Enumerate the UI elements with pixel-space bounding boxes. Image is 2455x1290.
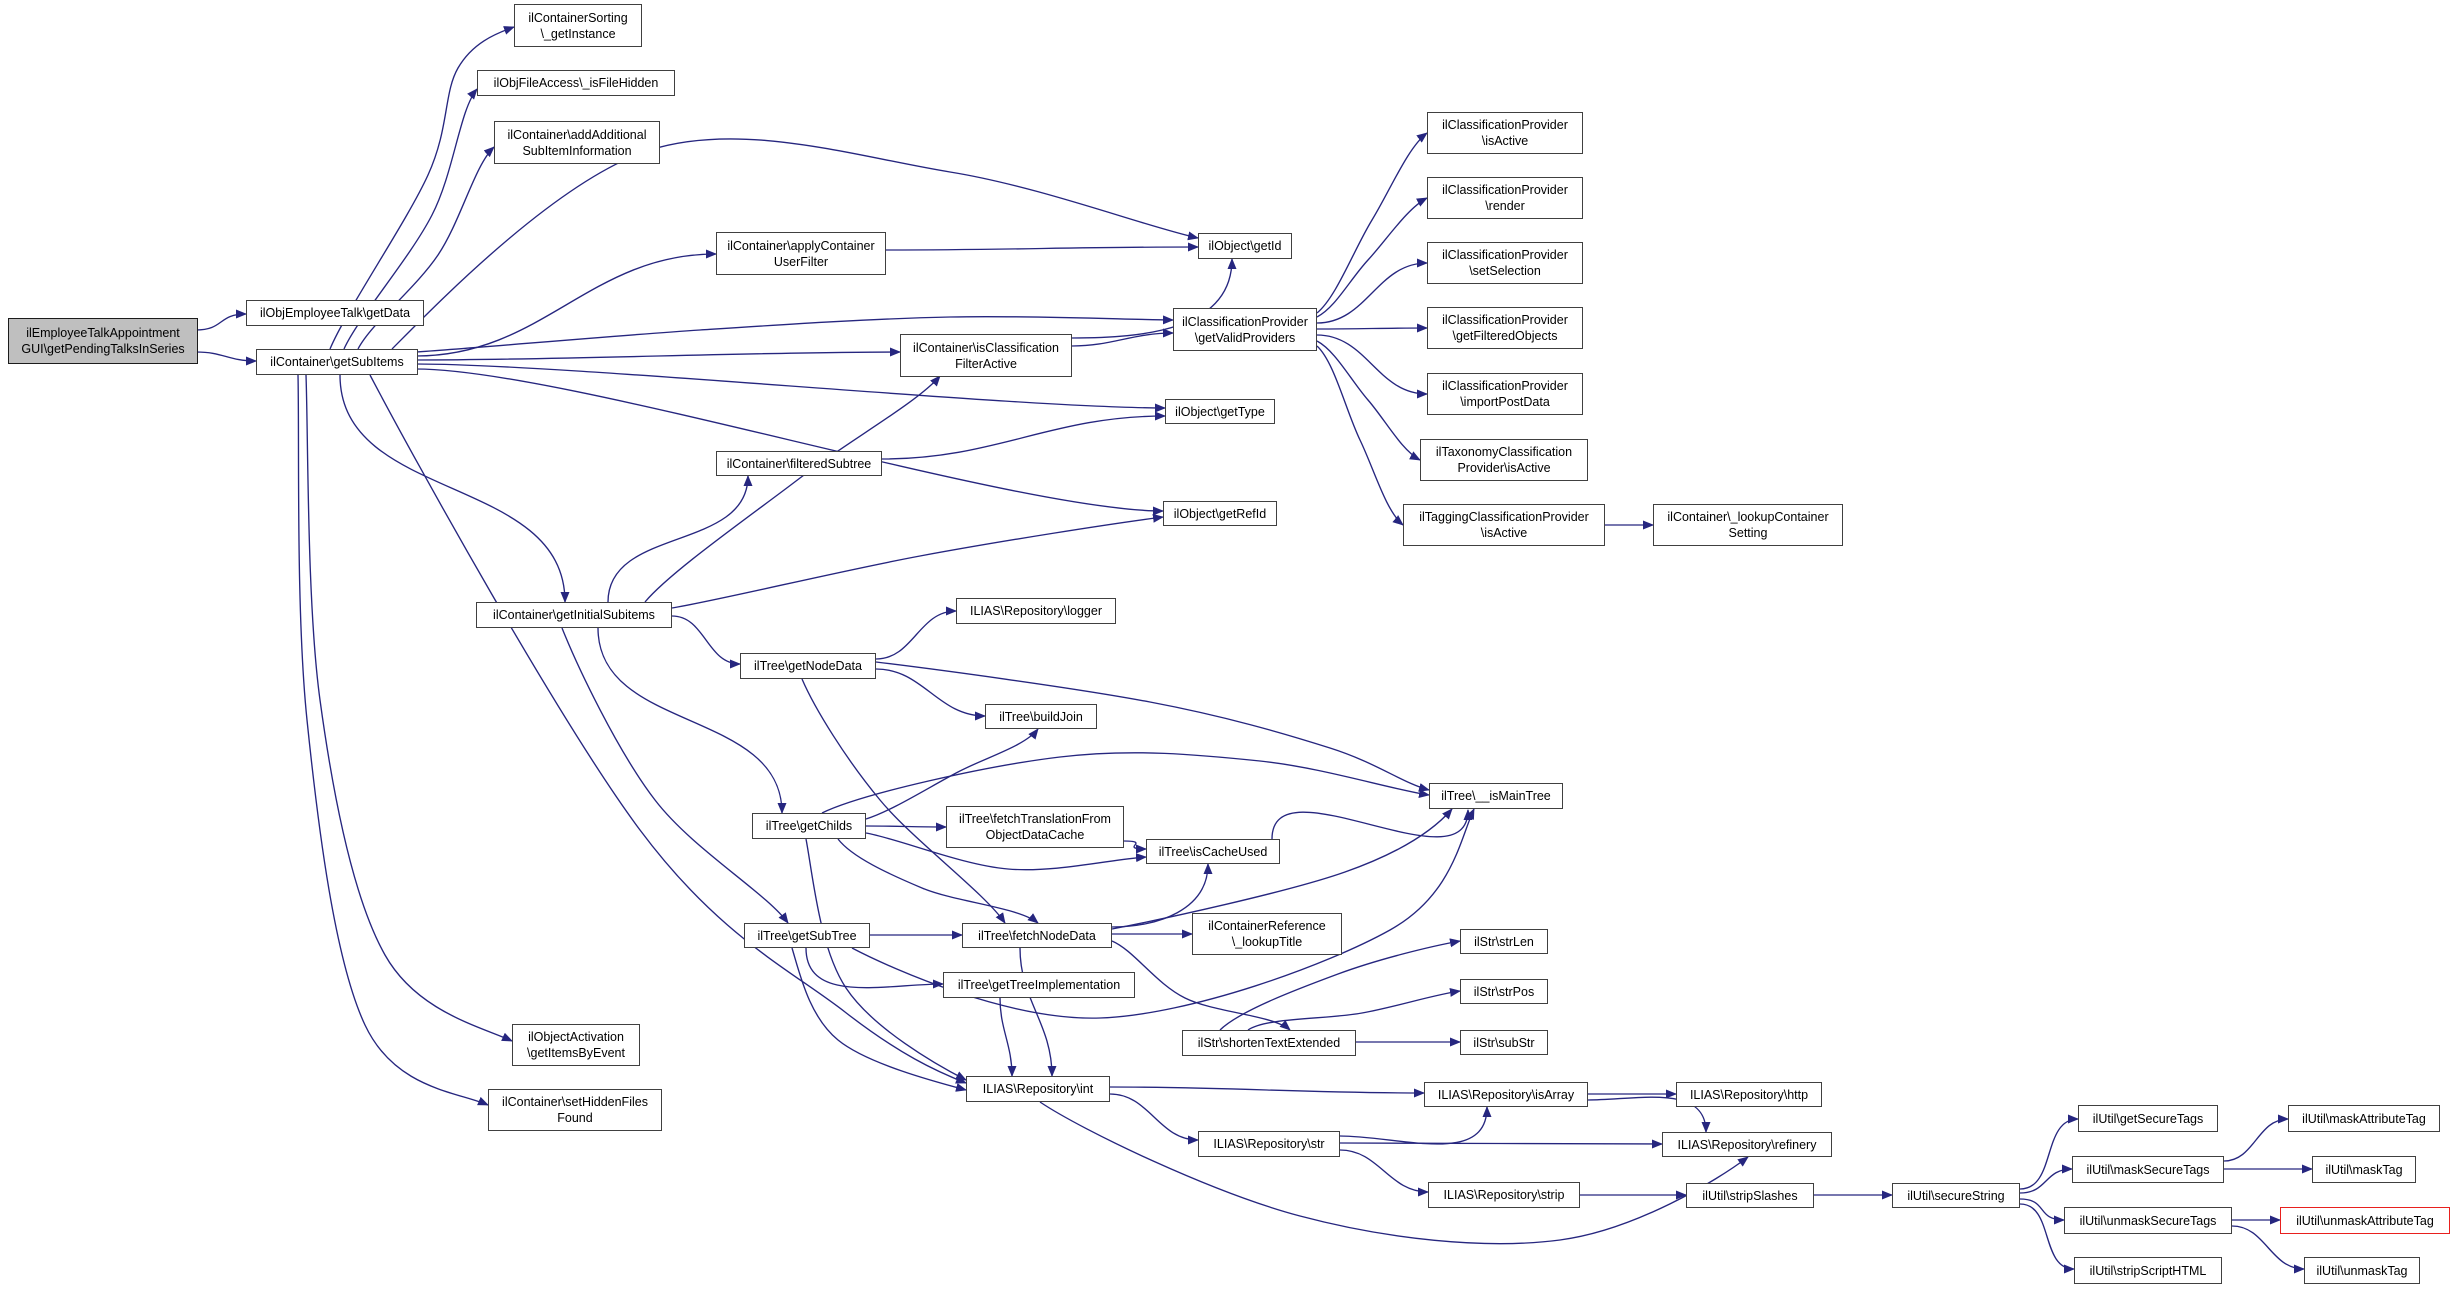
edge-isClassification-getValidProviders xyxy=(1072,333,1173,346)
graph-node-label: Provider\isActive xyxy=(1457,461,1551,475)
graph-node-label: ilContainerReference xyxy=(1208,919,1326,933)
graph-node-getChilds[interactable] xyxy=(752,813,866,839)
graph-node-label: ilTaxonomyClassification xyxy=(1435,445,1573,459)
graph-node-label: ilTree\__isMainTree xyxy=(1441,789,1551,803)
graph-node-subStr[interactable] xyxy=(1460,1030,1548,1055)
graph-node-label: ilStr\strPos xyxy=(1473,984,1535,999)
graph-node-label: ILIAS\Repository\isArray xyxy=(1437,1087,1575,1102)
graph-node-label: ilUtil\unmaskTag xyxy=(2316,1263,2408,1278)
edge-getValidProviders-cpIsActive xyxy=(1317,133,1427,313)
graph-node-label: ILIAS\Repository\refinery xyxy=(1677,1137,1817,1152)
graph-node-label: ilContainer\getSubItems xyxy=(270,355,404,369)
graph-node-maskSecureTags[interactable] xyxy=(2072,1156,2224,1183)
graph-node-label: \importPostData xyxy=(1460,395,1550,409)
graph-node-label: ilContainer\setHiddenFiles xyxy=(502,1095,648,1109)
graph-node-label: ilObject\getId xyxy=(1208,239,1282,253)
edge-fetchNodeData-repoInt xyxy=(1020,948,1052,1076)
edge-getNodeData-buildJoin xyxy=(876,669,985,716)
graph-node-isMainTree[interactable] xyxy=(1429,783,1563,809)
graph-node-unmaskAttributeTag[interactable] xyxy=(2280,1207,2450,1234)
edge-getTreeImpl-repoInt xyxy=(1000,998,1012,1076)
graph-node-label: \getValidProviders xyxy=(1194,330,1296,345)
graph-node-label: \isActive xyxy=(1480,526,1528,540)
graph-node-unmaskTag[interactable] xyxy=(2304,1257,2420,1284)
edge-getInitialSubitems-getNodeData xyxy=(672,616,740,664)
graph-node-getSubTree[interactable] xyxy=(744,923,870,948)
edge-repoInt-str xyxy=(1110,1094,1198,1140)
graph-node-label: ilClassificationProvider xyxy=(1442,248,1568,262)
graph-node-label: ilClassificationProvider xyxy=(1442,118,1568,132)
edge-fetchTranslation-isCacheUsed xyxy=(1124,841,1146,849)
graph-node-getId[interactable] xyxy=(1198,233,1292,259)
edge-isCacheUsed-isMainTree xyxy=(1272,810,1468,839)
edge-str-refinery xyxy=(1340,1143,1662,1144)
graph-node-label: ilObjectActivation xyxy=(528,1030,624,1044)
graph-node-label: FilterActive xyxy=(955,356,1017,371)
edge-getValidProviders-cpGetFilteredObjects xyxy=(1317,328,1427,329)
graph-node-label: ilUtil\getSecureTags xyxy=(2092,1111,2204,1126)
graph-node-label: ilUtil\secureString xyxy=(1907,1188,2005,1203)
edge-getSubItems-getItemsByEvent xyxy=(306,375,512,1041)
graph-node-label: ilContainer\_lookupContainer xyxy=(1667,510,1829,524)
graph-node-unmaskSecureTags[interactable] xyxy=(2064,1207,2232,1234)
edge-secureString-unmaskSecureTags xyxy=(2020,1199,2064,1220)
graph-node-label: ilClassificationProvider xyxy=(1182,314,1308,329)
graph-node-lookupTitle[interactable] xyxy=(1192,913,1342,955)
graph-node-label: ObjectDataCache xyxy=(985,828,1085,842)
graph-node-label: SubItemInformation xyxy=(522,143,632,158)
graph-node-label: ILIAS\Repository\logger xyxy=(969,604,1102,618)
edge-maskSecureTags-maskAttributeTag xyxy=(2224,1119,2288,1161)
graph-node-tagIsActive[interactable] xyxy=(1403,504,1605,546)
edge-getInitialSubitems-filteredSubtree xyxy=(608,476,748,602)
graph-node-isFileHidden[interactable] xyxy=(477,70,675,96)
graph-node-label: ILIAS\Repository\http xyxy=(1689,1087,1809,1102)
graph-node-containerSorting[interactable] xyxy=(514,4,642,47)
graph-node-label: \setSelection xyxy=(1469,264,1541,278)
graph-node-label: ilObject\getType xyxy=(1175,404,1265,419)
graph-node-label: ILIAS\Repository\str xyxy=(1213,1137,1325,1151)
edge-getSubTree-repoInt xyxy=(792,948,966,1090)
graph-node-label: ilTree\getChilds xyxy=(765,819,853,833)
graph-node-label: ilContainer\getInitialSubitems xyxy=(493,608,655,622)
graph-node-cpIsActive[interactable] xyxy=(1427,112,1583,154)
graph-node-addAdditional[interactable] xyxy=(494,121,660,164)
graph-node-setHiddenFiles[interactable] xyxy=(488,1089,662,1131)
graph-node-getInitialSubitems[interactable] xyxy=(476,602,672,628)
graph-node-repoInt[interactable] xyxy=(966,1076,1110,1102)
edge-repoInt-refinery xyxy=(1040,1102,1748,1244)
graph-node-cpRender[interactable] xyxy=(1427,177,1583,219)
edge-getSubItems-repoInt xyxy=(370,375,966,1083)
edge-getInitialSubitems-getRefId xyxy=(672,517,1163,608)
edge-getSubItems-getInitialSubitems xyxy=(340,375,565,602)
graph-node-shortenText[interactable] xyxy=(1182,1030,1356,1056)
edge-getChilds-repoInt xyxy=(806,839,966,1080)
graph-node-isCacheUsed[interactable] xyxy=(1146,839,1280,864)
graph-node-label: ilClassificationProvider xyxy=(1442,183,1568,197)
graph-node-fetchTranslation[interactable] xyxy=(946,806,1124,848)
graph-node-label: ilContainer\applyContainer xyxy=(727,238,875,253)
graph-node-label: ilUtil\maskTag xyxy=(2325,1162,2403,1177)
graph-node-label: ilContainer\filteredSubtree xyxy=(726,456,872,471)
graph-node-label: ilUtil\unmaskAttributeTag xyxy=(2296,1213,2434,1228)
edge-fetchNodeData-isMainTree xyxy=(1112,809,1452,929)
edge-getSubItems-getRefId xyxy=(416,369,1163,511)
graph-node-label: \_getInstance xyxy=(540,26,616,41)
graph-node-label: \getItemsByEvent xyxy=(527,1046,625,1060)
graph-node-label: ilUtil\unmaskSecureTags xyxy=(2079,1213,2217,1228)
edge-getSubTree-getTreeImpl xyxy=(806,948,943,988)
graph-node-label: ilTree\getSubTree xyxy=(757,928,857,943)
graph-node-root[interactable] xyxy=(8,318,198,364)
graph-node-lookupContainerSetting[interactable] xyxy=(1653,504,1843,546)
graph-node-str[interactable] xyxy=(1198,1131,1340,1157)
graph-node-label: ilTaggingClassificationProvider xyxy=(1419,510,1589,524)
graph-node-strLen[interactable] xyxy=(1460,929,1548,954)
edge-secureString-maskSecureTags xyxy=(2020,1169,2072,1193)
graph-node-stripScriptHTML[interactable] xyxy=(2074,1257,2222,1284)
edge-getValidProviders-tagIsActive xyxy=(1317,346,1403,525)
graph-node-cpSetSelection[interactable] xyxy=(1427,242,1583,284)
graph-node-logger[interactable] xyxy=(956,598,1116,624)
edge-group xyxy=(196,27,2312,1269)
graph-node-isClassification[interactable] xyxy=(900,334,1072,377)
graph-node-getTreeImpl[interactable] xyxy=(943,972,1135,998)
edge-getSubItems-isClassification xyxy=(416,352,900,360)
graph-node-filteredSubtree[interactable] xyxy=(716,451,882,476)
edge-getValidProviders-cpImportPostData xyxy=(1317,335,1427,394)
graph-node-label: ilTree\fetchTranslationFrom xyxy=(959,812,1111,826)
graph-node-cpGetFilteredObjects[interactable] xyxy=(1427,307,1583,349)
graph-node-taxIsActive[interactable] xyxy=(1420,439,1588,481)
graph-node-label: ilStr\subStr xyxy=(1473,1035,1535,1050)
graph-node-label: ilStr\shortenTextExtended xyxy=(1197,1036,1341,1050)
graph-node-label: UserFilter xyxy=(773,254,829,269)
graph-node-label: ilObject\getRefId xyxy=(1173,506,1267,521)
graph-node-secureString[interactable] xyxy=(1892,1183,2020,1208)
graph-node-strip[interactable] xyxy=(1428,1182,1580,1208)
graph-node-getType[interactable] xyxy=(1165,399,1275,424)
graph-node-maskTag[interactable] xyxy=(2312,1156,2416,1183)
graph-node-refinery[interactable] xyxy=(1662,1132,1832,1157)
graph-node-label: ILIAS\Repository\int xyxy=(982,1082,1094,1096)
graph-node-label: ILIAS\Repository\strip xyxy=(1443,1188,1565,1202)
graph-node-isArray[interactable] xyxy=(1424,1082,1588,1107)
graph-node-label: ilTree\isCacheUsed xyxy=(1158,844,1268,859)
graph-node-label: ilUtil\maskSecureTags xyxy=(2086,1162,2210,1177)
graph-node-label: ilObjFileAccess\_isFileHidden xyxy=(493,76,659,90)
graph-node-label: ilObjEmployeeTalk\getData xyxy=(259,306,411,320)
graph-node-label: ilUtil\stripSlashes xyxy=(1702,1188,1798,1203)
graph-node-label: ilUtil\stripScriptHTML xyxy=(2089,1263,2207,1278)
edge-getNodeData-logger xyxy=(876,611,956,659)
graph-node-label: ilClassificationProvider xyxy=(1442,379,1568,393)
edge-getValidProviders-cpRender xyxy=(1317,198,1427,317)
graph-node-cpImportPostData[interactable] xyxy=(1427,373,1583,415)
edge-applyUserFilter-getId xyxy=(886,247,1198,250)
edge-getChilds-fetchNodeData xyxy=(838,839,1038,923)
graph-node-strPos[interactable] xyxy=(1460,979,1548,1004)
graph-node-getValidProviders[interactable] xyxy=(1173,308,1317,351)
graph-node-label: \render xyxy=(1485,199,1525,213)
graph-node-label: ilContainer\addAdditional xyxy=(507,127,647,142)
graph-node-label: ilTree\getNodeData xyxy=(754,659,862,673)
graph-node-label: Setting xyxy=(1728,526,1768,540)
graph-node-label: Found xyxy=(557,1111,593,1125)
graph-node-getSecureTags[interactable] xyxy=(2078,1105,2218,1132)
graph-node-buildJoin[interactable] xyxy=(985,704,1097,729)
edge-str-strip xyxy=(1340,1150,1428,1192)
graph-node-maskAttributeTag[interactable] xyxy=(2288,1105,2440,1132)
graph-node-label: ilContainer\isClassification xyxy=(913,340,1059,355)
edge-repoInt-isArray xyxy=(1110,1087,1424,1093)
graph-node-label: \isActive xyxy=(1481,134,1529,148)
graph-node-getNodeData[interactable] xyxy=(740,653,876,679)
graph-node-label: ilStr\strLen xyxy=(1474,934,1534,949)
edge-root-getData xyxy=(196,314,246,330)
graph-node-label: ilTree\fetchNodeData xyxy=(978,928,1096,943)
graph-node-applyUserFilter[interactable] xyxy=(716,232,886,275)
graph-node-label: GUI\getPendingTalksInSeries xyxy=(21,342,185,356)
edge-getInitialSubitems-isClassification xyxy=(645,376,940,602)
graph-node-fetchNodeData[interactable] xyxy=(962,923,1112,948)
edge-getChilds-fetchTranslation xyxy=(866,826,946,827)
graph-node-getItemsByEvent[interactable] xyxy=(512,1024,640,1066)
graph-node-http[interactable] xyxy=(1676,1082,1822,1107)
edge-getValidProviders-taxIsActive xyxy=(1317,341,1420,460)
graph-node-getRefId[interactable] xyxy=(1163,501,1277,526)
graph-node-label: ilEmployeeTalkAppointment xyxy=(26,326,180,340)
graph-node-label: ilTree\getTreeImplementation xyxy=(957,978,1121,992)
graph-node-label: ilTree\buildJoin xyxy=(999,709,1083,724)
edge-root-getSubItems xyxy=(196,352,256,361)
edge-getChilds-isMainTree xyxy=(822,753,1429,813)
graph-node-label: \_lookupTitle xyxy=(1231,935,1303,949)
edge-filteredSubtree-getType xyxy=(882,416,1165,459)
graph-node-label: \getFilteredObjects xyxy=(1452,329,1558,343)
graph-node-stripSlashes[interactable] xyxy=(1686,1183,1814,1208)
graph-node-getData[interactable] xyxy=(246,300,424,326)
graph-node-label: ilContainerSorting xyxy=(528,10,628,25)
graph-node-getSubItems[interactable] xyxy=(256,349,418,375)
graph-node-label: ilUtil\maskAttributeTag xyxy=(2302,1111,2426,1126)
edge-str-isArray xyxy=(1340,1107,1487,1144)
graph-node-label: ilClassificationProvider xyxy=(1442,313,1568,327)
